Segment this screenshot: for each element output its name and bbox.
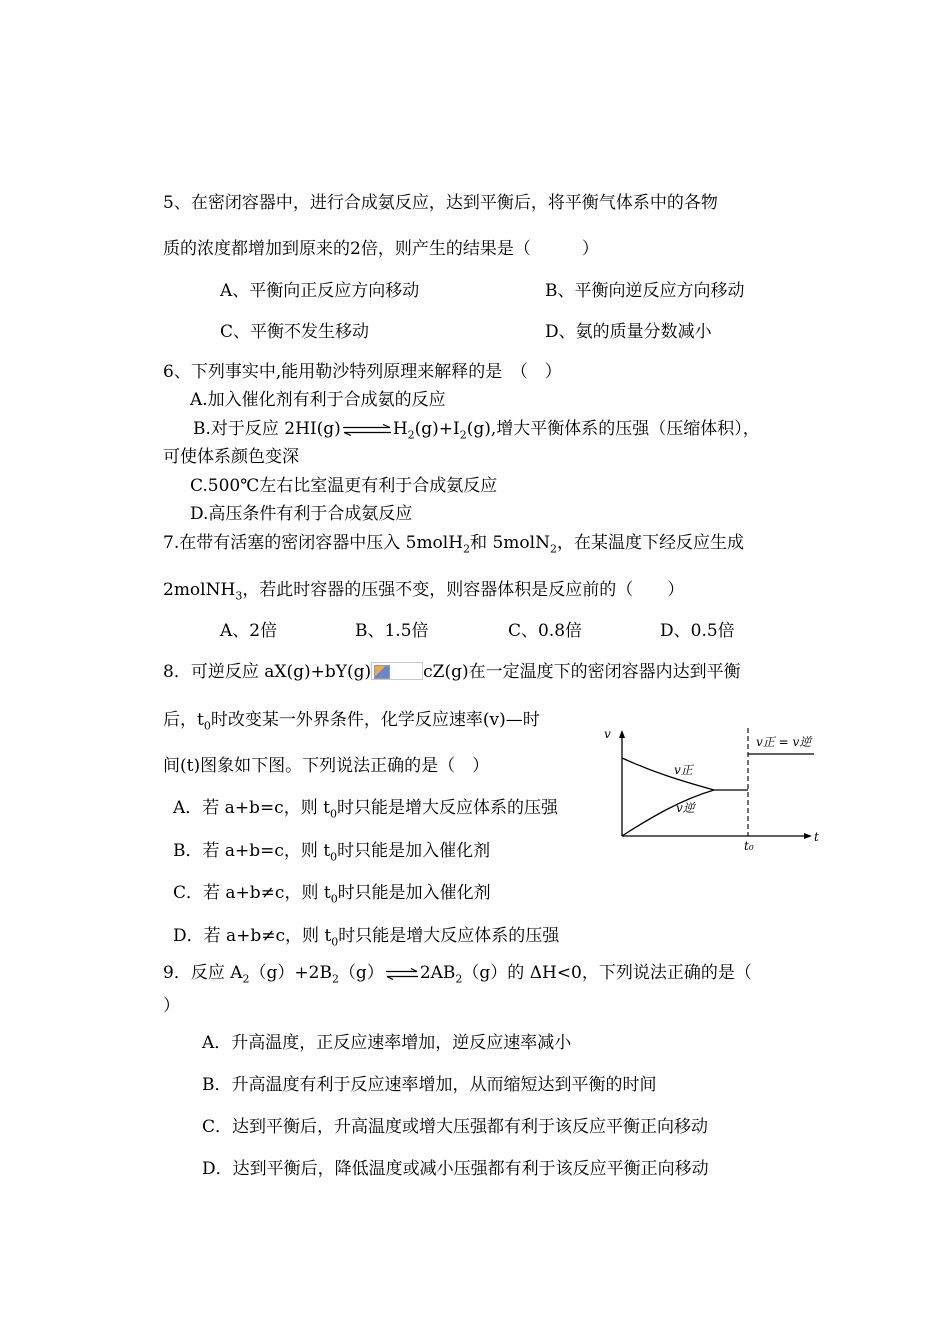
- q6-option-b-continued: 可使体系颜色变深: [163, 447, 299, 467]
- broken-image-icon: [371, 662, 423, 680]
- q8-option-a: A．若 a+b=c，则 $t_0$时只能是增大反应体系的压强: [173, 798, 558, 821]
- q9-option-a: A．升高温度，正反应速率增加，逆反应速率减小: [202, 1033, 572, 1053]
- graph-x-arrow-icon: [804, 833, 812, 839]
- q6-option-b: B.对于反应 2HI(g) $H_2(g)+I_2(g)$,增大平衡体系的压强（压缩体积），: [193, 419, 760, 442]
- q6-option-d: D.高压条件有利于合成氨反应: [190, 504, 413, 524]
- q7-option-c: C、0.8倍: [508, 621, 583, 641]
- graph-v-reverse-curve: [622, 790, 714, 836]
- q5-stem-line1: 5、在密闭容器中，进行合成氨反应，达到平衡后，将平衡气体系中的各物: [163, 193, 718, 213]
- q8-stem-line1: 8．可逆反应 aX(g)+bY(g) cZ(g)在一定温度下的密闭容器内达到平衡: [163, 662, 741, 682]
- q8-option-b: B．若 a+b=c，则 $t_0$时只能是加入催化剂: [173, 841, 491, 864]
- q6-option-a: A.加入催化剂有利于合成氨的反应: [190, 390, 446, 410]
- equilibrium-arrow-icon: [384, 968, 420, 980]
- q9-stem-line1: 9．反应 $A_2(g)+2B_2(g)$ $2AB_2(g)$的 ΔH<0，下列说法正确的是（: [163, 963, 752, 986]
- q9-option-b: B．升高温度有利于反应速率增加，从而缩短达到平衡的时间: [202, 1075, 657, 1095]
- q5-stem-line2: 质的浓度都增加到原来的2倍，则产生的结果是（ ）: [163, 239, 599, 259]
- q8-stem-line2: 后，$t_0$时改变某一外界条件，化学反应速率(v)—时: [163, 710, 540, 733]
- q9-stem-line2: ）: [163, 996, 180, 1016]
- q6-option-c: C.500℃左右比室温更有利于合成氨反应: [190, 476, 498, 496]
- q8-option-d: D．若 a+b≠c，则 $t_0$时只能是增大反应体系的压强: [173, 926, 560, 949]
- q7-stem-line2: 2molNH$_3$，若此时容器的压强不变，则容器体积是反应前的（ ）: [163, 580, 685, 603]
- graph-v-reverse-label: v逆: [676, 801, 695, 815]
- q5-option-d: D、氨的质量分数减小: [545, 322, 712, 342]
- q8-stem-line3: 间(t)图象如下图。下列说法正确的是（ ）: [163, 756, 490, 776]
- q9-option-d: D．达到平衡后，降低温度或减小压强都有利于该反应平衡正向移动: [202, 1159, 709, 1179]
- graph-y-label: v: [604, 727, 611, 741]
- q8-option-c: C．若 a+b≠c，则 $t_0$时只能是加入催化剂: [173, 883, 491, 906]
- graph-x-label: t: [814, 830, 819, 844]
- graph-t0-label: t₀: [744, 839, 754, 853]
- graph-equal-label: v正 = v逆: [756, 735, 812, 749]
- q5-option-c: C、平衡不发生移动: [220, 322, 370, 342]
- q5-option-a: A、平衡向正反应方向移动: [220, 281, 420, 301]
- q7-stem-line1: 7.在带有活塞的密闭容器中压入 5molH$_2$和 5molN$_2$，在某温度下经反应生成: [163, 533, 744, 556]
- q6-stem: 6、下列事实中,能用勒沙特列原理来解释的是 （ ）: [163, 362, 562, 382]
- q7-option-b: B、1.5倍: [355, 621, 429, 641]
- graph-v-forward-curve: [622, 758, 714, 790]
- q7-option-d: D、0.5倍: [660, 621, 735, 641]
- graph-y-arrow-icon: [619, 730, 625, 738]
- rate-time-graph: [598, 722, 830, 854]
- q5-option-b: B、平衡向逆反应方向移动: [545, 281, 745, 301]
- equilibrium-arrow-icon: [341, 424, 393, 436]
- q7-option-a: A、2倍: [220, 621, 278, 641]
- graph-v-forward-label: v正: [674, 763, 693, 777]
- q9-option-c: C．达到平衡后，升高温度或增大压强都有利于该反应平衡正向移动: [202, 1117, 709, 1137]
